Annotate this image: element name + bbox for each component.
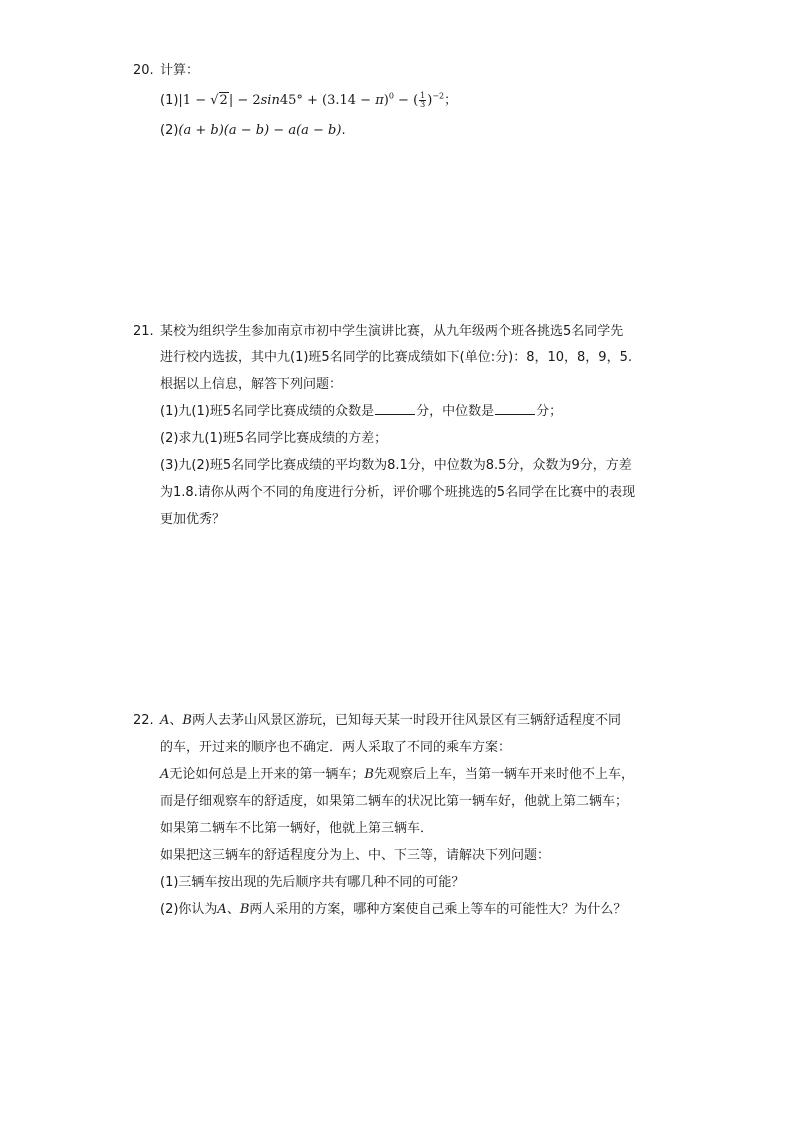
- exponent: −2: [432, 91, 445, 101]
- part-1-expression: [160, 87, 457, 114]
- math-text: − (: [393, 93, 419, 108]
- text: 两人采用的方案，哪种方案使自己乘上等车的可能性大？为什么？: [249, 902, 627, 917]
- problem-title: 计算：: [160, 63, 200, 78]
- fraction-numerator: 1: [420, 91, 426, 100]
- pi-symbol: π: [375, 93, 384, 108]
- text-line: [160, 707, 621, 734]
- part-label: (1): [160, 93, 179, 108]
- text: 先观察后上车，当第一辆车开来时他不上车，: [373, 767, 634, 782]
- person-b: B: [364, 767, 374, 782]
- math-text: ): [427, 93, 433, 108]
- question-1: (1)三辆车按出现的先后顺序共有哪几种不同的可能？: [160, 875, 465, 890]
- sqrt-radicand: 2: [219, 93, 228, 108]
- fraction: [419, 92, 426, 109]
- text-line: 而是仔细观察车的舒适度，如果第二辆车的状况比第一辆车好，他就上第二辆车；: [160, 794, 629, 809]
- math-text: | − 2: [228, 93, 261, 108]
- question-text: (1)九(1)班5名同学比赛成绩的众数是: [160, 404, 375, 419]
- problem-number: 21.: [133, 324, 154, 339]
- fraction-denominator: 3: [420, 100, 426, 109]
- question-text: 分，中位数是: [416, 404, 495, 419]
- answer-blank[interactable]: [495, 401, 535, 415]
- punctuation: 、: [226, 902, 240, 917]
- sqrt-symbol: √: [210, 93, 219, 108]
- sin-function: sin: [260, 93, 280, 108]
- math-text: ): [383, 93, 389, 108]
- question-text: 分；: [536, 404, 563, 419]
- text-line: 的车，开过来的顺序也不确定．两人采取了不同的乘车方案：: [160, 740, 512, 755]
- text-line: 根据以上信息，解答下列问题：: [160, 377, 343, 392]
- text: (2)你认为: [160, 902, 218, 917]
- person-a: A: [160, 767, 170, 782]
- text: 两人去茅山风景区游玩，已知每天某一时段开往风景区有三辆舒适程度不同: [191, 713, 621, 728]
- text-line: 如果第二辆车不比第一辆好，他就上第三辆车．: [160, 821, 434, 836]
- text-line: 如果把这三辆车的舒适程度分为上、中、下三等，请解决下列问题：: [160, 848, 551, 863]
- question-2: (2)求九(1)班5名同学比赛成绩的方差；: [160, 431, 388, 446]
- exponent: 0: [388, 91, 394, 101]
- part-label: (2): [160, 123, 179, 138]
- part-2-expression: [160, 117, 346, 144]
- person-b: B: [182, 713, 192, 728]
- text: 无论如何总是上开来的第一辆车；: [169, 767, 365, 782]
- question-2: [160, 896, 626, 923]
- text-line: 进行校内选拔，其中九(1)班5名同学的比赛成绩如下(单位:分)：8，10，8，9，5.: [160, 350, 632, 365]
- problem-number: 22.: [133, 713, 154, 728]
- text-line: 某校为组织学生参加南京市初中学生演讲比赛，从九年级两个班各挑选5名同学先: [160, 324, 624, 339]
- answer-blank[interactable]: [375, 401, 415, 415]
- problem-number: 20.: [133, 63, 154, 78]
- punctuation: ；: [444, 93, 458, 108]
- question-3: (3)九(2)班5名同学比赛成绩的平均数为8.1分，中位数为8.5分，众数为9分，方差: [160, 458, 632, 473]
- text-line: [160, 761, 634, 788]
- person-a: A: [160, 713, 170, 728]
- text-line: 更加优秀？: [160, 512, 226, 527]
- question-1: [160, 398, 562, 425]
- person-b: B: [239, 902, 250, 917]
- text-line: 为1.8.请你从两个不同的角度进行分析，评价哪个班挑选的5名同学在比赛中的表现: [160, 485, 636, 500]
- math-text: 45° + (3.14 −: [279, 93, 376, 108]
- punctuation: .: [341, 123, 346, 138]
- person-a: A: [217, 902, 227, 917]
- math-expression: (a + b)(a − b) − a(a − b): [178, 123, 342, 138]
- math-text: |1 −: [178, 93, 211, 108]
- punctuation: 、: [169, 713, 183, 728]
